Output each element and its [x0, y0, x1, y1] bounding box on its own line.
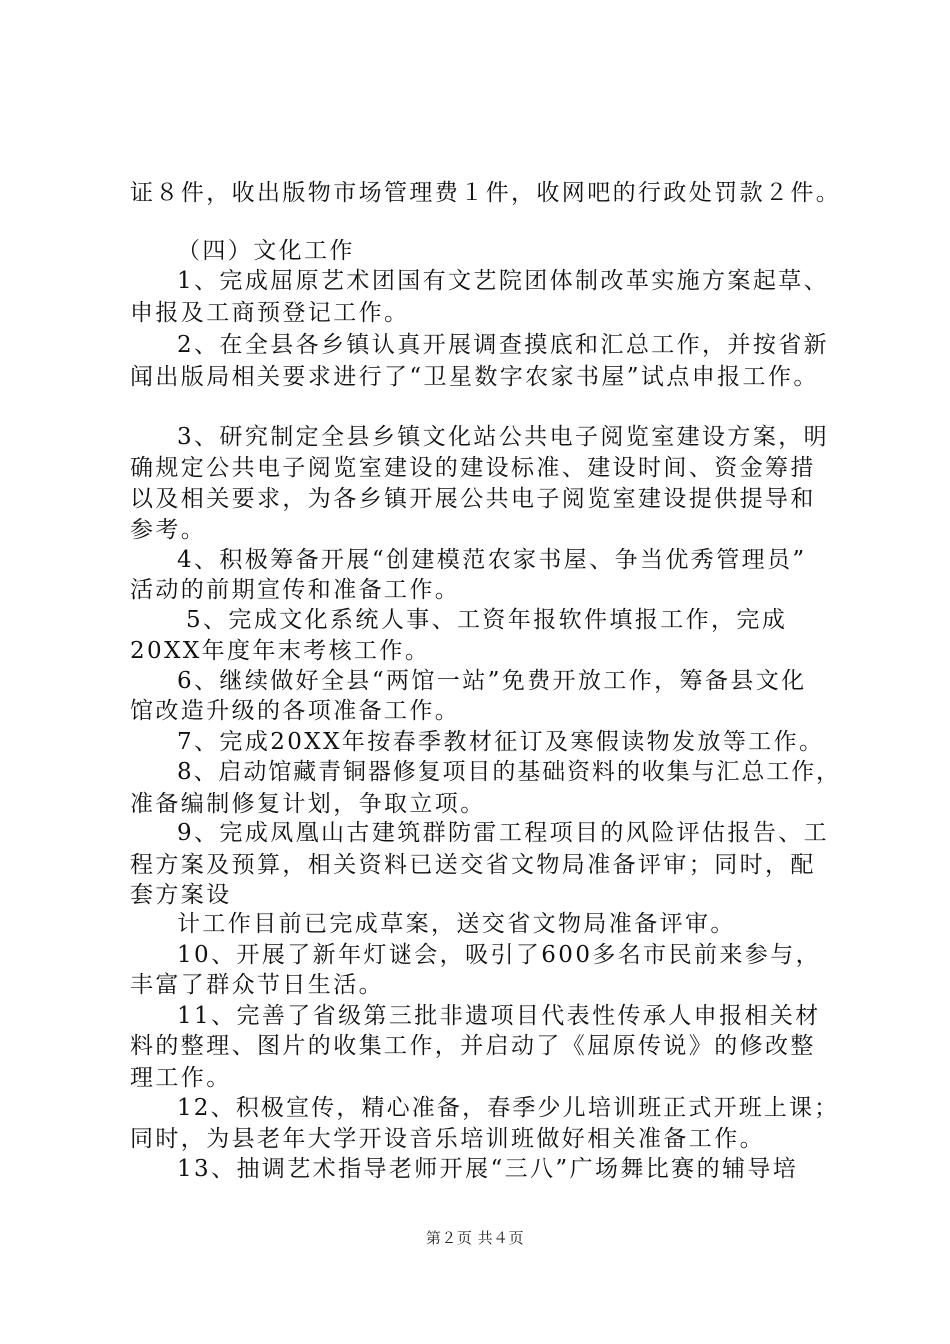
text-line: 20XX年度年末考核工作。 [130, 638, 431, 664]
text-line: 丰富了群众节日生活。 [130, 972, 384, 998]
text-line: 证８件，收出版物市场管理费１件，收网吧的行政处罚款２件。 [130, 180, 842, 206]
text-line: 程方案及预算，相关资料已送交省文物局准备评审；同时，配 [130, 852, 816, 878]
text-line: 6、继续做好全县“两馆一站”免费开放工作，筹备县文化 [177, 668, 807, 694]
page-number-footer: 第２页 共４页 [425, 1229, 525, 1247]
text-line: 馆改造升级的各项准备工作。 [130, 698, 461, 724]
text-line: 以及相关要求，为各乡镇开展公共电子阅览室建设提供提导和 [130, 486, 816, 512]
text-line: 确规定公共电子阅览室建设的建设标准、建设时间、资金筹措 [130, 455, 816, 481]
text-line: 7、完成20XX年按春季教材征订及寒假读物发放等工作。 [177, 729, 825, 755]
text-line: 闻出版局相关要求进行了“卫星数字农家书屋”试点申报工作。 [130, 364, 819, 390]
text-line: 11、完善了省级第三批非遗项目代表性传承人申报相关材 [177, 1003, 821, 1029]
text-line: 套方案设 [130, 882, 232, 908]
text-line: 申报及工商预登记工作。 [130, 300, 410, 326]
text-line: 5、完成文化系统人事、工资年报软件填报工作，完成 [186, 607, 788, 633]
text-line: 料的整理、图片的收集工作，并启动了《屈原传说》的修改整 [130, 1033, 816, 1059]
section-heading: （四）文化工作 [177, 238, 355, 264]
text-line: 13、抽调艺术指导老师开展“三八”广场舞比赛的辅导培 [177, 1156, 799, 1182]
text-line: 2、在全县各乡镇认真开展调查摸底和汇总工作，并按省新 [177, 332, 830, 358]
text-line: 理工作。 [130, 1065, 232, 1091]
text-line: 9、完成凤凰山古建筑群防雷工程项目的风险评估报告、工 [177, 820, 830, 846]
text-line: 12、积极宣传，精心准备，春季少儿培训班正式开班上课； [177, 1095, 840, 1121]
text-line: 1、完成屈原艺术团国有文艺院团体制改革实施方案起草、 [177, 268, 830, 294]
text-line: 同时，为县老年大学开设音乐培训班做好相关准备工作。 [130, 1126, 765, 1152]
text-line: 参考。 [130, 517, 207, 543]
text-line: 计工作目前已完成草案，送交省文物局准备评审。 [177, 911, 736, 937]
text-line: 8、启动馆藏青铜器修复项目的基础资料的收集与汇总工作， [177, 759, 841, 785]
text-line: 3、研究制定全县乡镇文化站公共电子阅览室建设方案，明 [177, 424, 830, 450]
text-line: 准备编制修复计划，争取立项。 [130, 791, 486, 817]
text-line: 10、开展了新年灯谜会，吸引了600多名市民前来参与， [177, 942, 821, 968]
text-line: 活动的前期宣传和准备工作。 [130, 577, 461, 603]
text-line: 4、积极筹备开展“创建模范农家书屋、争当优秀管理员” [177, 547, 807, 573]
